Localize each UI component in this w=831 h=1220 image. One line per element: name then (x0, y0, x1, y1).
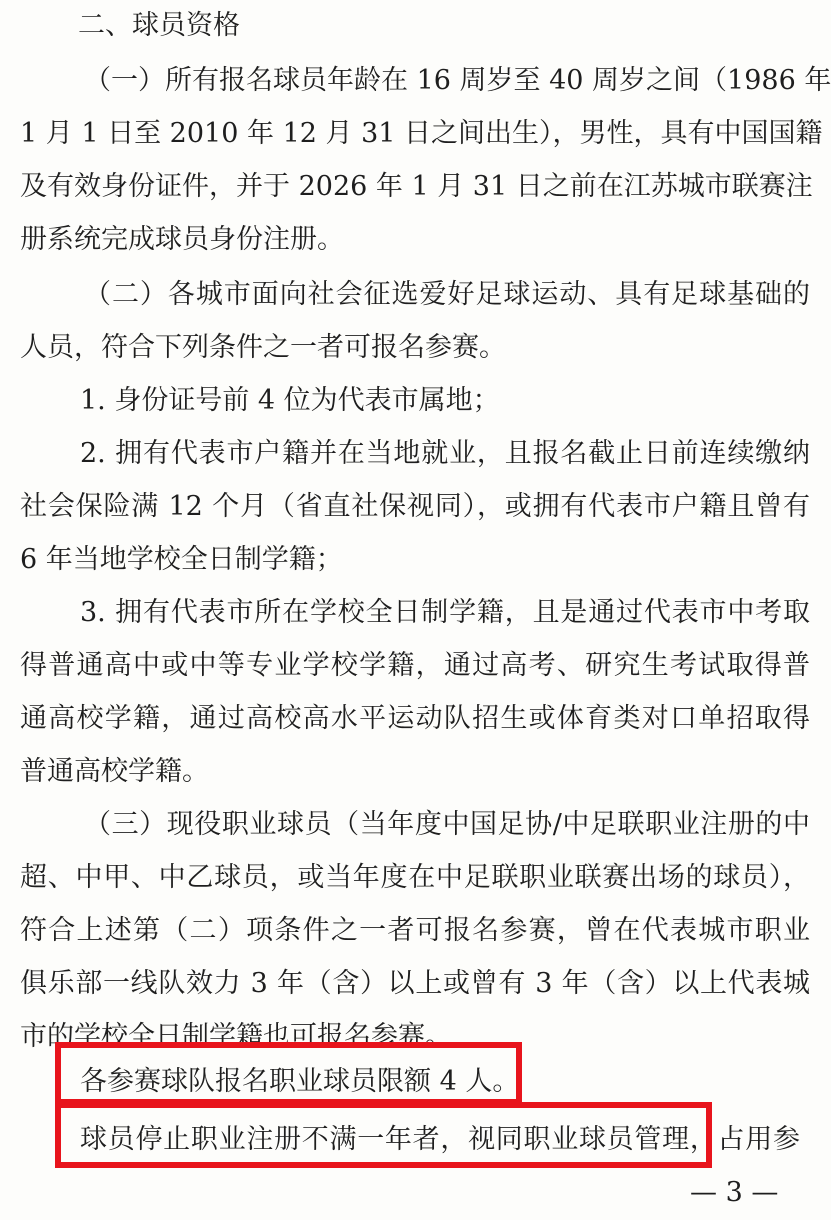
text-line: 3. 拥有代表市所在学校全日制学籍，且是通过代表市中考取 (80, 597, 810, 628)
highlight-box (55, 1102, 712, 1168)
text-line: （三）现役职业球员（当年度中国足协/中足联职业注册的中 (84, 809, 810, 840)
text-line: 普通高校学籍。 (20, 756, 209, 787)
highlight-box (55, 1042, 522, 1105)
text-line: 6 年当地学校全日制学籍； (20, 544, 343, 575)
text-line: 通高校学籍，通过高校高水平运动队招生或体育类对口单招取得 (20, 703, 810, 734)
page-number: — 3 — (690, 1177, 779, 1208)
text-line: 市的学校全日制学籍也可报名参赛。 (20, 1021, 452, 1052)
text-line: 社会保险满 12 个月（省直社保视同），或拥有代表市户籍且曾有 (20, 491, 810, 522)
text-line: 各参赛球队报名职业球员限额 4 人。 (80, 1066, 520, 1097)
text-line: 得普通高中或中等专业学校学籍，通过高考、研究生考试取得普 (20, 650, 810, 681)
text-line: 俱乐部一线队效力 3 年（含）以上或曾有 3 年（含）以上代表城 (20, 968, 810, 999)
text-line: 及有效身份证件，并于 2026 年 1 月 31 日之前在江苏城市联赛注 (20, 171, 813, 202)
text-line: 超、中甲、中乙球员，或当年度在中足联职业联赛出场的球员）， (20, 862, 810, 893)
text-line: （二）各城市面向社会征选爱好足球运动、具有足球基础的 (84, 279, 810, 310)
text-line: 2. 拥有代表市户籍并在当地就业，且报名截止日前连续缴纳 (80, 438, 810, 469)
text-line: 符合上述第（二）项条件之一者可报名参赛，曾在代表城市职业 (20, 915, 810, 946)
text-line: （一）所有报名球员年龄在 16 周岁至 40 周岁之间（1986 年 (84, 65, 831, 96)
text-line: 球员停止职业注册不满一年者，视同职业球员管理，占用参 (80, 1124, 800, 1155)
text-line: 1. 身份证号前 4 位为代表市属地； (80, 385, 500, 416)
text-line: 册系统完成球员身份注册。 (20, 224, 344, 255)
text-line: 1 月 1 日至 2010 年 12 月 31 日之间出生），男性，具有中国国籍 (20, 118, 823, 149)
section-heading: 二、球员资格 (78, 10, 240, 41)
text-line: 人员，符合下列条件之一者可报名参赛。 (20, 332, 506, 363)
